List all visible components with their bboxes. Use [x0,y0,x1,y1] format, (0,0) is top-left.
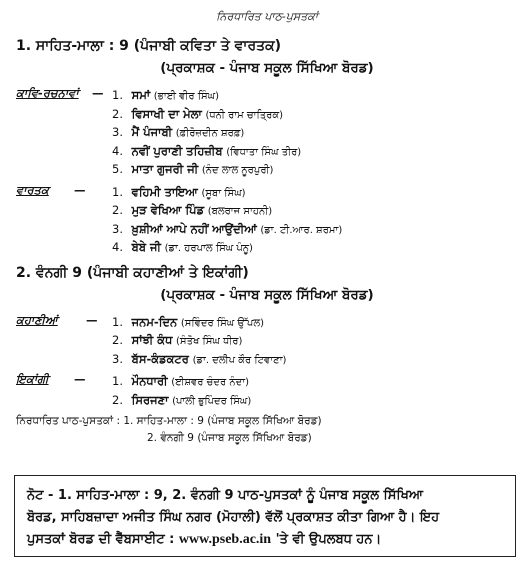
prescribed-line-2: 2. ਵੰਨਗੀ 9 (ਪੰਜਾਬ ਸਕੂਲ ਸਿੱਖਿਆ ਬੋਰਡ) [147,432,312,444]
note-line-1: ਨੋਟ - 1. ਸਾਹਿਤ-ਮਾਲਾ : 9, 2. ਵੰਨਗੀ 9 ਪਾਠ-ਪੁਸਤਕਾਂ ਨੂੰ ਪੰਜਾਬ ਸਕੂਲ ਸਿੱਖਿਆ [27,488,423,503]
work-title: ਵਿਸਾਖੀ ਦਾ ਮੇਲਾ [131,106,202,121]
work-title: ਖ਼ੁਸ਼ੀਆਂ ਆਪੇ ਨਹੀਂ ਆਉਂਦੀਆਂ [131,221,257,236]
work-author: (ਈਸ਼ਵਰ ਚੰਦਰ ਨੰਦਾ) [171,377,250,388]
work-author: (ਫ਼ੀਰੋਜ਼ਦੀਨ ਸ਼ਰਫ਼) [175,128,245,139]
section-stories [16,313,518,369]
list-item: 1. ਵਹਿਮੀ ਤਾਇਆ (ਸੂਬਾ ਸਿੰਘ) [112,184,246,199]
section-one-act-plays [16,372,518,409]
work-title: ਸਿਰਜਣਾ [131,392,169,407]
book-heading-1: 1. ਸਾਹਿਤ-ਮਾਲਾ : 9 (ਪੰਜਾਬੀ ਕਵਿਤਾ ਤੇ ਵਾਰਤਕ) [16,38,282,54]
prose-list [16,183,518,257]
work-title: ਮੌਨਧਾਰੀ [131,374,168,388]
work-title: ਸਾਂਝੀ ਕੰਧ [131,333,173,347]
list-item: 3. ਮੈਂ ਪੰਜਾਬੀ (ਫ਼ੀਰੋਜ਼ਦੀਨ ਸ਼ਰਫ਼) [112,125,245,139]
work-title: ਨਵੀਂ ਪੁਰਾਣੀ ਤਹਿਜ਼ੀਬ [131,143,223,158]
list-item: 1. ਜਨਮ-ਦਿਨ (ਸਵਿੰਦਰ ਸਿੰਘ ਉੱਪਲ) [112,314,264,329]
work-title: ਮੈਂ ਪੰਜਾਬੀ [131,125,173,139]
note-line-3-start: ਪੁਸਤਕਾਂ ਬੋਰਡ ਦੀ ਵੈੱਬਸਾਈਟ : [27,532,179,547]
publisher-line-2: (ਪ੍ਰਕਾਸ਼ਕ - ਪੰਜਾਬ ਸਕੂਲ ਸਿੱਖਿਆ ਬੋਰਡ) [160,286,374,303]
list-item: 2. ਵਿਸਾਖੀ ਦਾ ਮੇਲਾ (ਧਨੀ ਰਾਮ ਚਾਤ੍ਰਿਕ) [112,106,284,121]
section-dash: — [74,372,86,386]
section-dash: — [92,86,104,100]
list-item: 4. ਨਵੀਂ ਪੁਰਾਣੀ ਤਹਿਜ਼ੀਬ (ਵਿਧਾਤਾ ਸਿੰਘ ਤੀਰ) [112,143,302,158]
page-title: ਨਿਰਧਾਰਿਤ ਪਾਠ-ਪੁਸਤਕਾਂ [216,10,318,23]
work-author: (ਸੰਤੋਖ ਸਿੰਘ ਧੀਰ) [176,336,243,347]
section-label-poems: ਕਾਵਿ-ਰਚਨਾਵਾਂ [16,86,79,100]
list-item: 2. ਸਿਰਜਣਾ (ਪਾਲੀ ਭੁਪਿੰਦਰ ਸਿੰਘ) [112,392,252,407]
publisher-line-1: (ਪ੍ਰਕਾਸ਼ਕ - ਪੰਜਾਬ ਸਕੂਲ ਸਿੱਖਿਆ ਬੋਰਡ) [160,60,374,76]
work-author: (ਭਾਈ ਵੀਰ ਸਿੰਘ) [153,91,220,102]
list-item: 4. ਬੇਬੇ ਜੀ (ਡਾ. ਹਰਪਾਲ ਸਿੰਘ ਪੰਨੂ) [112,240,253,254]
work-author: (ਨੰਦ ਲਾਲ ਨੂਰਪੁਰੀ) [201,165,274,176]
work-title: ਬੇਬੇ ਜੀ [131,240,161,254]
work-title: ਬੱਸ-ਕੰਡਕਟਰ [131,351,189,366]
list-item: 2. ਸਾਂਝੀ ਕੰਧ (ਸੰਤੋਖ ਸਿੰਘ ਧੀਰ) [112,333,243,347]
list-item: 3. ਖ਼ੁਸ਼ੀਆਂ ਆਪੇ ਨਹੀਂ ਆਉਂਦੀਆਂ (ਡਾ. ਟੀ.ਆਰ. ਸ਼ਰਮਾ) [112,221,343,236]
section-label-prose: ਵਾਰਤਕ [16,182,49,197]
work-title: ਮੁੜ ਵੇਖਿਆ ਪਿੰਡ [131,203,205,217]
prescribed-books [16,413,518,447]
note-box [14,475,516,557]
list-item: 2. ਮੁੜ ਵੇਖਿਆ ਪਿੰਡ (ਬਲਰਾਜ ਸਾਹਨੀ) [112,203,273,217]
work-title: ਮਾਤਾ ਗੁਜਰੀ ਜੀ [131,162,199,176]
work-author: (ਡਾ. ਦਲੀਪ ਕੌਰ ਟਿਵਾਣਾ) [192,354,287,366]
section-label-plays: ਇਕਾਂਗੀ [16,372,49,386]
work-author: (ਧਨੀ ਰਾਮ ਚਾਤ੍ਰਿਕ) [205,109,284,121]
work-author: (ਪਾਲੀ ਭੁਪਿੰਦਰ ਸਿੰਘ) [172,395,252,407]
work-title: ਵਹਿਮੀ ਤਾਇਆ [131,184,198,199]
list-item: 1. ਸਮਾਂ (ਭਾਈ ਵੀਰ ਸਿੰਘ) [112,88,220,102]
section-label-stories: ਕਹਾਣੀਆਂ [16,312,58,327]
work-title: ਸਮਾਂ [131,88,151,102]
list-item: 3. ਬੱਸ-ਕੰਡਕਟਰ (ਡਾ. ਦਲੀਪ ਕੌਰ ਟਿਵਾਣਾ) [112,351,287,366]
note-line-3 [27,529,505,551]
plays-list [16,372,518,409]
work-author: (ਸਵਿੰਦਰ ਸਿੰਘ ਉੱਪਲ) [180,317,264,329]
note-line-2: ਬੋਰਡ, ਸਾਹਿਬਜ਼ਾਦਾ ਅਜੀਤ ਸਿੰਘ ਨਗਰ (ਮੋਹਾਲੀ) ਵੱਲੋਂ ਪ੍ਰਕਾਸ਼ਤ ਕੀਤਾ ਗਿਆ ਹੈ। ਇਹ [27,510,440,525]
work-author: (ਬਲਰਾਜ ਸਾਹਨੀ) [207,206,273,217]
prescribed-line-1: ਨਿਰਧਾਰਿਤ ਪਾਠ-ਪੁਸਤਕਾਂ : 1. ਸਾਹਿਤ-ਮਾਲਾ : 9 (ਪੰਜਾਬ ਸਕੂਲ ਸਿੱਖਿਆ ਬੋਰਡ) [16,415,322,427]
section-dash: — [86,312,98,327]
work-author: (ਸੂਬਾ ਸਿੰਘ) [201,187,246,199]
section-dash: — [74,182,86,197]
work-author: (ਡਾ. ਹਰਪਾਲ ਸਿੰਘ ਪੰਨੂ) [164,243,253,254]
note-line-3-end: 'ਤੇ ਵੀ ਉਪਲਬਧ ਹਨ। [271,532,382,547]
book-heading-2: 2. ਵੰਨਗੀ 9 (ਪੰਜਾਬੀ ਕਹਾਣੀਆਂ ਤੇ ਇਕਾਂਗੀ) [16,264,249,281]
section-prose [16,183,518,257]
list-item: 1. ਮੌਨਧਾਰੀ (ਈਸ਼ਵਰ ਚੰਦਰ ਨੰਦਾ) [112,374,250,388]
list-item: 5. ਮਾਤਾ ਗੁਜਰੀ ਜੀ (ਨੰਦ ਲਾਲ ਨੂਰਪੁਰੀ) [112,162,274,176]
work-author: (ਵਿਧਾਤਾ ਸਿੰਘ ਤੀਰ) [226,146,302,158]
work-title: ਜਨਮ-ਦਿਨ [131,314,178,329]
work-author: (ਡਾ. ਟੀ.ਆਰ. ਸ਼ਰਮਾ) [260,224,343,236]
website-url: www.pseb.ac.in [178,532,272,547]
section-poems [16,86,518,179]
